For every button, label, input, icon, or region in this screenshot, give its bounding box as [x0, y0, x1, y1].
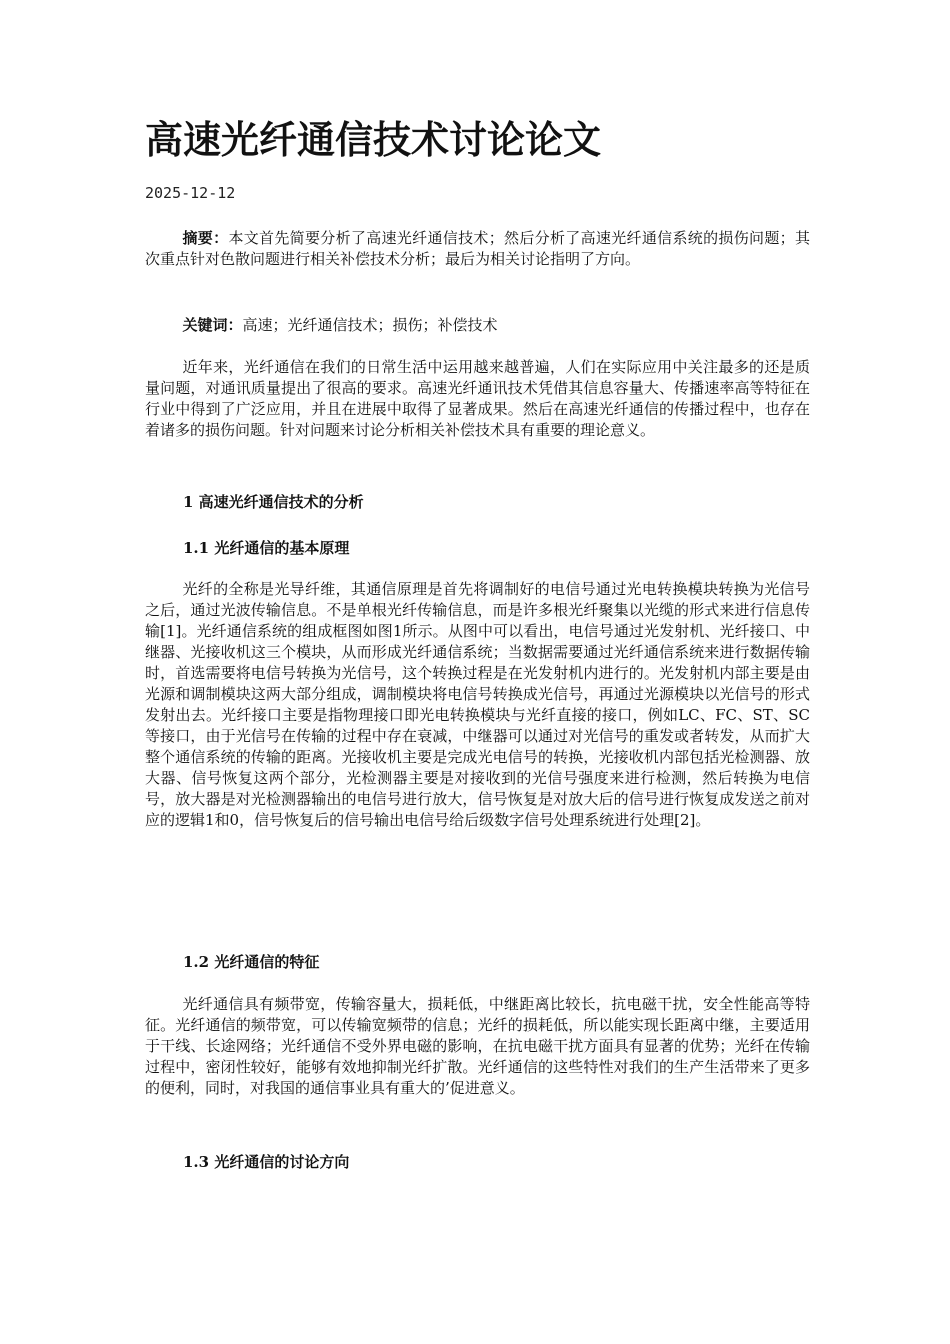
- abstract-text: 本文首先简要分析了高速光纤通信技术；然后分析了高速光纤通信系统的损伤问题；其次重点针对色散问题进行相关补偿技术分析；最后为相关讨论指明了方向。: [145, 229, 810, 268]
- section-1-3-heading: 1.3 光纤通信的讨论方向: [183, 1153, 350, 1171]
- section-1-2-paragraph: 光纤通信具有频带宽，传输容量大，损耗低，中继距离比较长，抗电磁干扰，安全性能高等特征。光纤通信的频带宽，可以传输宽频带的信息；光纤的损耗低，所以能实现长距离中继，主要适用于干线、长途网络；光纤通信不受外界电磁的影响，在抗电磁干扰方面具有显著的优势；光纤在传输过程中，密闭性较好，能够有效地抑制光纤扩散。光纤通信的这些特性对我们的生产生活带来了更多的便利，同时，对我国的通信事业具有重大的’促进意义。: [145, 995, 810, 1097]
- abstract-paragraph: [145, 228, 810, 270]
- section-1-heading: 1 高速光纤通信技术的分析: [183, 493, 364, 511]
- keywords-text: 高速；光纤通信技术；损伤；补偿技术: [242, 316, 498, 334]
- section-1-2-heading: 1.2 光纤通信的特征: [183, 953, 320, 971]
- document-date: 2025-12-12: [145, 184, 236, 202]
- section-1-1-paragraph: 光纤的全称是光导纤维，其通信原理是首先将调制好的电信号通过光电转换模块转换为光信号之后，通过光波传输信息。不是单根光纤传输信息，而是许多根光纤聚集以光缆的形式来进行信息传输[1]。光纤通信系统的组成框图如图1所示。从图中可以看出，电信号通过光发射机、光纤接口、中继器、光接收机这三个模块，从而形成光纤通信系统；当数据需要通过光纤通信系统来进行数据传输时，首选需要将电信号转换为光信号，这个转换过程是在光发射机内进行的。光发射机内部主要是由光源和调制模块这两大部分组成，调制模块将电信号转换成光信号，再通过光源模块以光信号的形式发射出去。光纤接口主要是指物理接口即光电转换模块与光纤直接的接口，例如LC、FC、ST、SC等接口，由于光信号在传输的过程中存在衰减，中继器可以通过对光信号的重发或者转发，从而扩大整个通信系统的传输的距离。光接收机主要是完成光电信号的转换，光接收机内部包括光检测器、放大器、信号恢复这两个部分，光检测器主要是对接收到的光信号强度来进行检测，然后转换为电信号，放大器是对光检测器输出的电信号进行放大，信号恢复是对放大后的信号进行恢复成发送之前对应的逻辑1和0，信号恢复后的信号输出电信号给后级数字信号处理系统进行处理[2]。: [145, 580, 810, 829]
- document-title: 高速光纤通信技术讨论论文: [145, 117, 602, 162]
- keywords-label: 关键词：: [182, 316, 243, 334]
- keywords-paragraph: [145, 315, 810, 336]
- abstract-label: 摘要：: [182, 229, 229, 247]
- intro-paragraph: 近年来，光纤通信在我们的日常生活中运用越来越普遍，人们在实际应用中关注最多的还是质量问题，对通讯质量提出了很高的要求。高速光纤通讯技术凭借其信息容量大、传播速率高等特征在行业中得到了广泛应用，并且在进展中取得了显著成果。然后在高速光纤通信的传播过程中，也存在着诸多的损伤问题。针对问题来讨论分析相关补偿技术具有重要的理论意义。: [145, 358, 810, 439]
- section-1-1-heading: 1.1 光纤通信的基本原理: [183, 539, 350, 557]
